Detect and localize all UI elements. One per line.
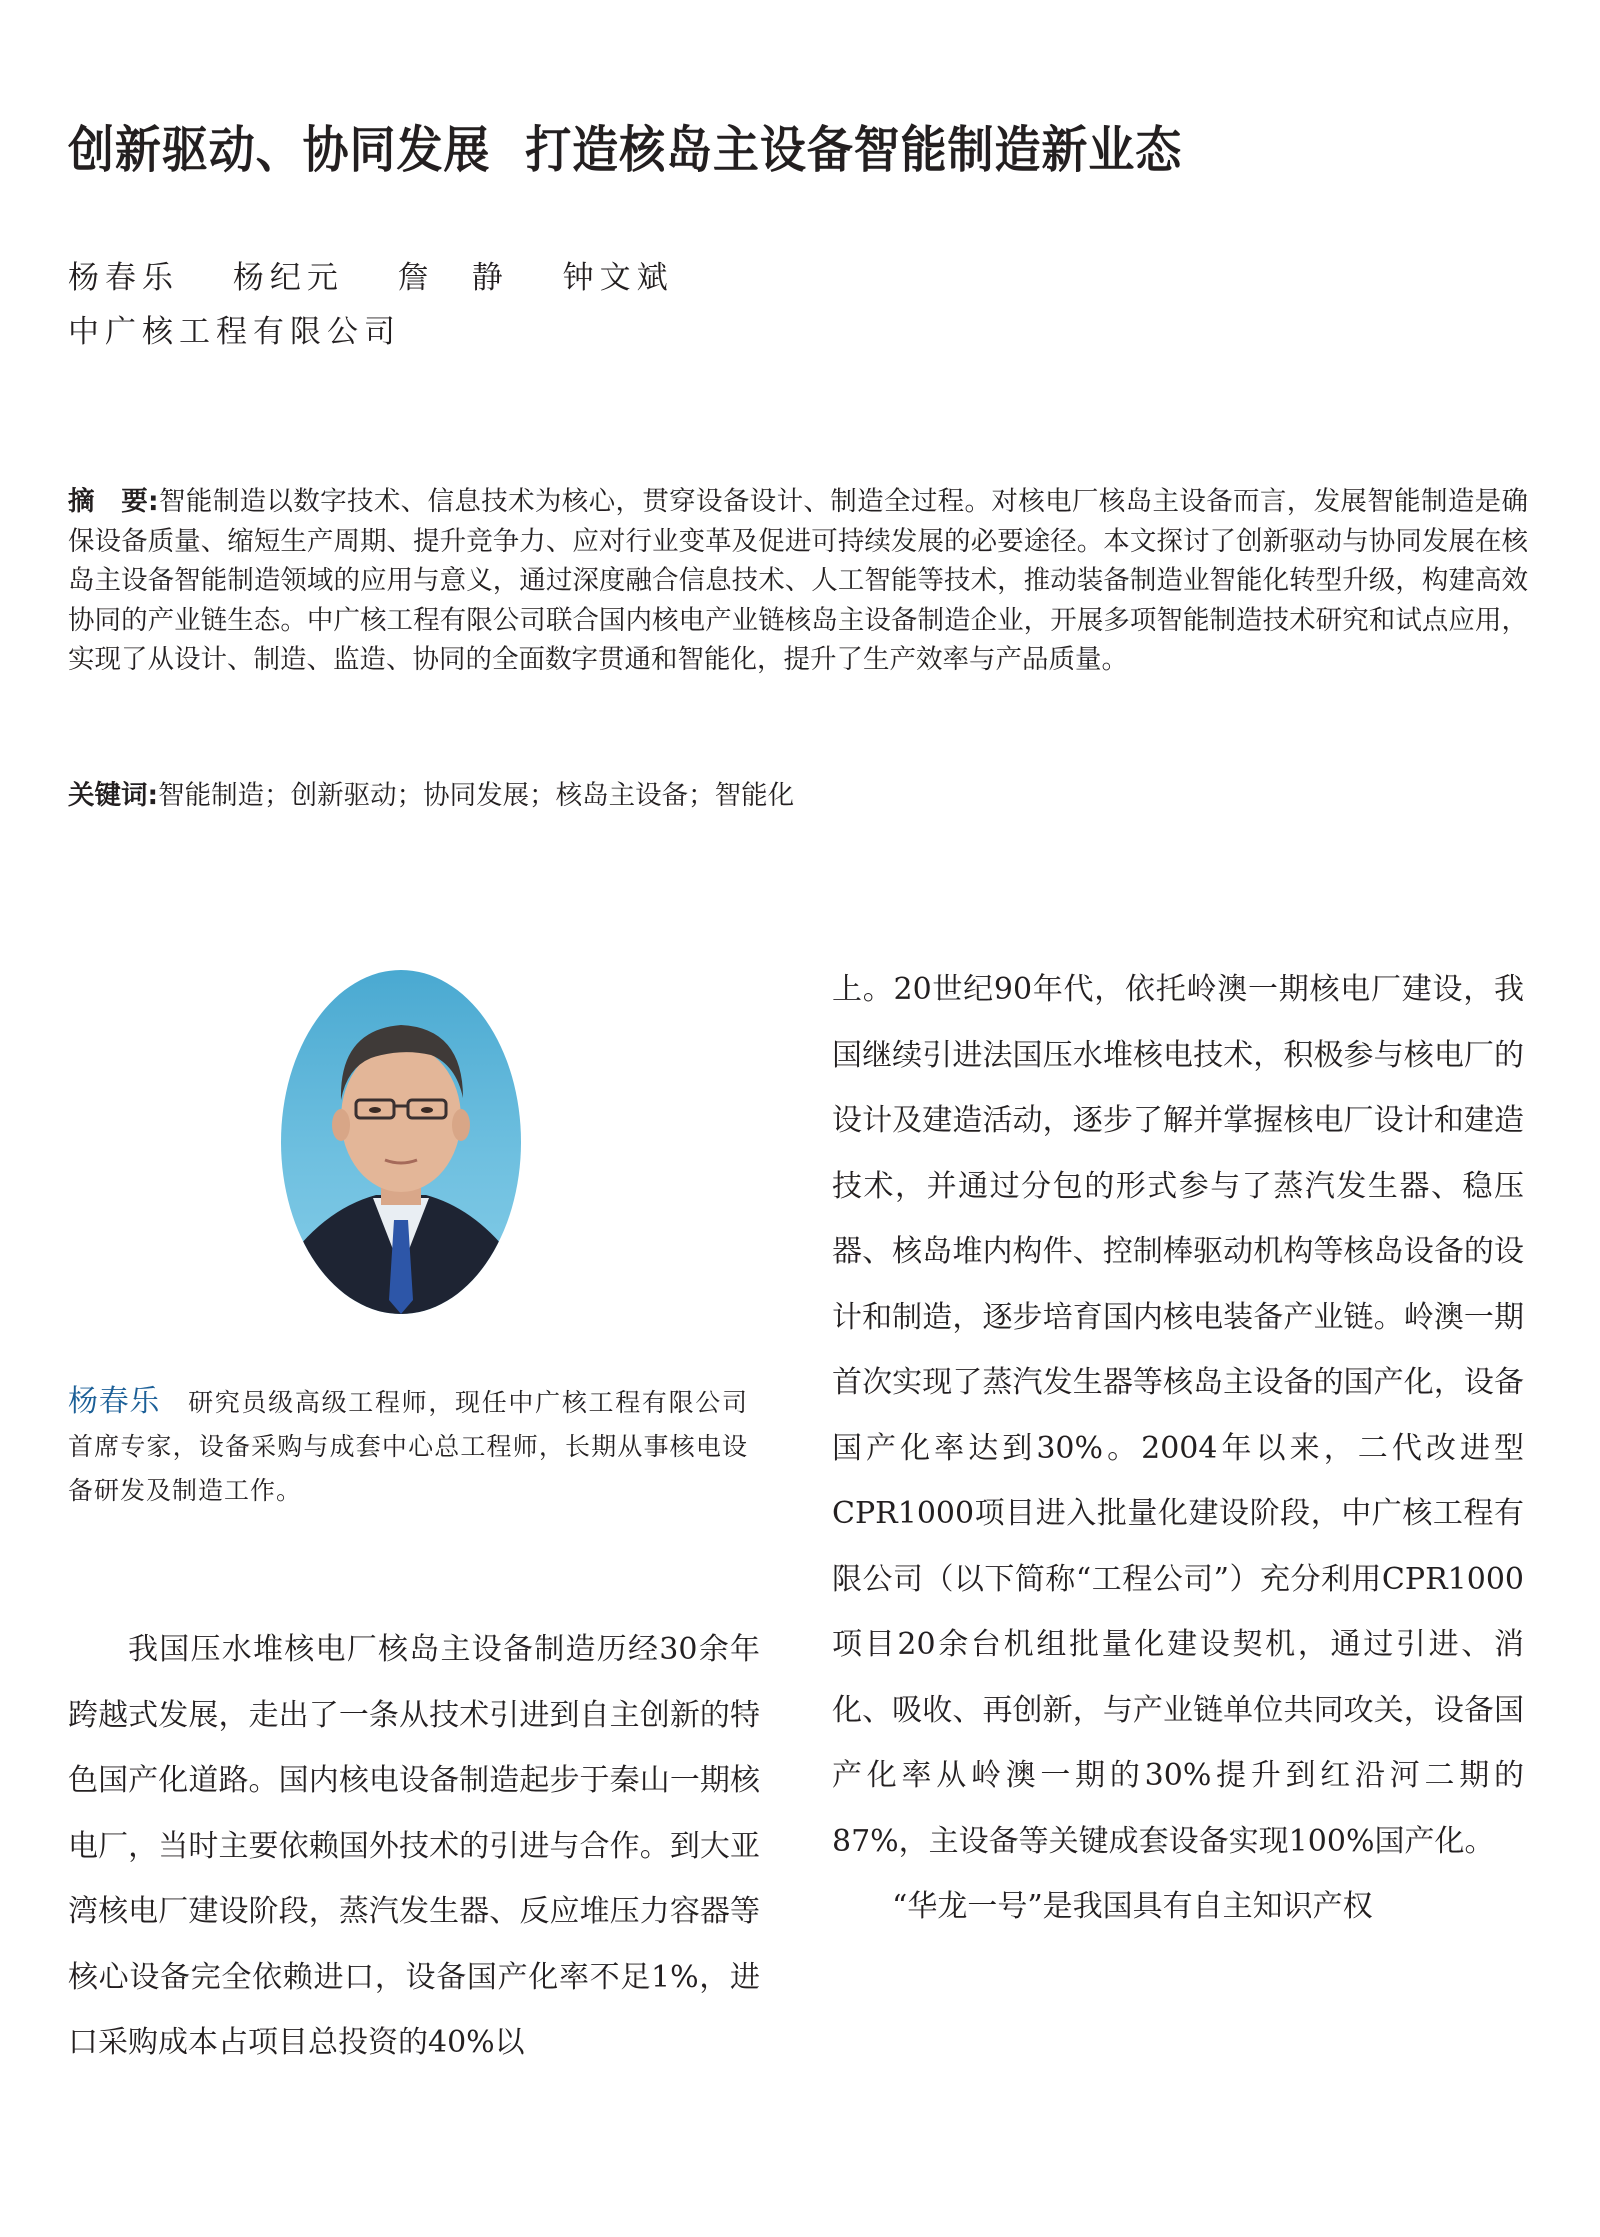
article-title xyxy=(68,118,1430,182)
body-paragraph: “华龙一号”是我国具有自主知识产权 xyxy=(892,1889,1373,1924)
ear-shape xyxy=(452,1109,470,1141)
bio-name: 杨春乐 xyxy=(68,1384,161,1419)
eye-shape xyxy=(421,1107,433,1113)
abstract-label xyxy=(68,486,159,517)
body-paragraph: 上。20世纪90年代，依托岭澳一期核电厂建设，我国继续引进法国压水堆核电技术，积极参与核电厂的设计及建造活动，逐步了解并掌握核电厂设计和建造技术，并通过分包的形式参与了蒸汽发生器、稳压器、核岛堆内构件、控制棒驱动机构等核岛设备的设计和制造，逐步培育国内核电装备产业链。岭澳一期首次实现了蒸汽发生器等核岛主设备的国产化，设备国产化率达到30%。2004年以来，二代改进型CPR1000项目进入批量化建设阶段，中广核工程有限公司（以下简称“工程公司”）充分利用CPR1000项目20余台机组批量化建设契机，通过引进、消化、吸收、再创新，与产业链单位共同攻关，设备国产化率从岭澳一期的30%提升到红沿河二期的87%，主设备等关键成套设备实现100%国产化。 xyxy=(832,972,1524,1859)
keywords xyxy=(68,776,1528,816)
abstract xyxy=(68,482,1528,680)
body-column-right xyxy=(832,957,1524,1940)
ear-shape xyxy=(332,1109,350,1141)
author-bio xyxy=(68,1380,748,1513)
abstract-label-part2: 要: xyxy=(120,486,159,517)
author-name: 杨纪元 xyxy=(232,260,344,296)
author-portrait xyxy=(281,970,521,1314)
eye-shape xyxy=(369,1107,381,1113)
abstract-label-part1: 摘 xyxy=(68,486,95,517)
author-name: 杨春乐 xyxy=(68,260,179,296)
body-paragraph: 我国压水堆核电厂核岛主设备制造历经30余年跨越式发展，走出了一条从技术引进到自主创新的特色国产化道路。国内核电设备制造起步于秦山一期核电厂，当时主要依赖国外技术的引进与合作。到大亚湾核电厂建设阶段，蒸汽发生器、反应堆压力容器等核心设备完全依赖进口，设备国产化率不足1%，进口采购成本占项目总投资的40%以 xyxy=(68,1632,760,2060)
bio-text: 研究员级高级工程师，现任中广核工程有限公司首席专家，设备采购与成套中心总工程师，长期从事核电设备研发及制造工作。 xyxy=(68,1388,748,1505)
body-column-left xyxy=(68,1617,760,2076)
keywords-label: 关键词: xyxy=(68,780,159,811)
title-part-1: 创新驱动、协同发展 xyxy=(68,121,491,179)
abstract-text: 智能制造以数字技术、信息技术为核心，贯穿设备设计、制造全过程。对核电厂核岛主设备而言，发展智能制造是确保设备质量、缩短生产周期、提升竞争力、应对行业变革及促进可持续发展的必要途径。本文探讨了创新驱动与协同发展在核岛主设备智能制造领域的应用与意义，通过深度融合信息技术、人工智能等技术，推动装备制造业智能化转型升级，构建高效协同的产业链生态。中广核工程有限公司联合国内核电产业链核岛主设备制造企业，开展多项智能制造技术研究和试点应用，实现了从设计、制造、监造、协同的全面数字贯通和智能化，提升了生产效率与产品质量。 xyxy=(68,486,1529,675)
author-list xyxy=(68,258,718,298)
author-name: 钟文斌 xyxy=(562,260,674,296)
title-part-2: 打造核岛主设备智能制造新业态 xyxy=(525,121,1183,179)
affiliation: 中广核工程有限公司 xyxy=(68,314,401,350)
keywords-text: 智能制造；创新驱动；协同发展；核岛主设备；智能化 xyxy=(158,780,795,811)
portrait-illustration xyxy=(281,970,521,1314)
author-name: 詹 静 xyxy=(397,260,509,296)
